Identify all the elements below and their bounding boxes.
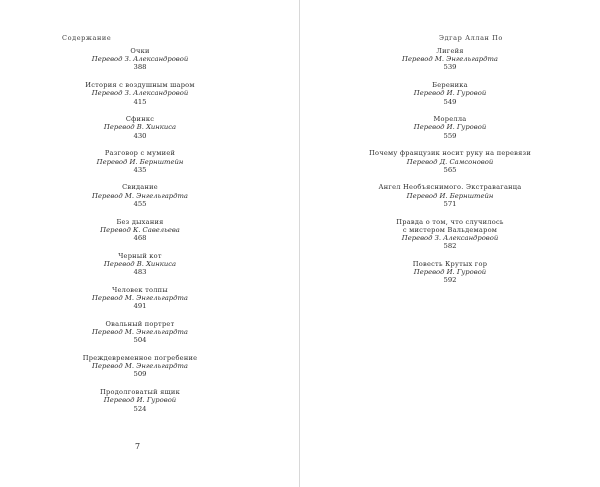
toc-entry: [92, 286, 188, 311]
toc-entry: [369, 149, 531, 174]
table-of-contents: [369, 47, 531, 294]
toc-entry: [104, 252, 176, 277]
entry-translator: Перевод М. Энгельгардта: [92, 362, 188, 371]
page-gutter: [299, 0, 300, 487]
entry-page-number: 455: [133, 199, 147, 208]
entry-title: Береника: [432, 81, 468, 90]
entry-page-number: 571: [443, 199, 457, 208]
entry-page-number: 549: [443, 97, 457, 106]
entry-title: Ангел Необъяснимого. Экстраваганца: [378, 183, 522, 192]
entry-title-continued: с мистером Вальдемаром: [402, 225, 498, 234]
entry-translator: Перевод И. Гуровой: [413, 268, 487, 277]
entry-title: Лигейя: [436, 47, 464, 55]
toc-entry: [104, 115, 176, 140]
entry-page-number: 559: [443, 131, 457, 140]
entry-translator: Перевод И. Гуровой: [413, 123, 487, 132]
page-number: 7: [135, 442, 141, 451]
entry-title: Свидание: [122, 183, 158, 192]
toc-entry: [83, 354, 198, 379]
running-head: Содержание: [62, 34, 112, 42]
entry-page-number: 592: [443, 276, 457, 285]
entry-translator: Перевод М. Энгельгардта: [92, 191, 188, 200]
toc-entry: [97, 149, 184, 174]
entry-page-number: 468: [133, 233, 147, 242]
entry-translator: Перевод Д. Самсоновой: [406, 157, 494, 166]
entry-translator: Перевод И. Гуровой: [413, 89, 487, 98]
entry-translator: Перевод З. Александровой: [91, 55, 189, 64]
entry-page-number: 435: [133, 165, 147, 174]
toc-entry: [92, 320, 188, 345]
entry-title: Правда о том, что случилось: [396, 217, 504, 226]
entry-page-number: 565: [443, 165, 457, 174]
entry-translator: Перевод К. Савельева: [100, 225, 180, 234]
entry-page-number: 524: [133, 404, 147, 413]
entry-title: Разговор с мумией: [104, 149, 176, 158]
entry-translator: Перевод З. Александровой: [401, 233, 499, 242]
toc-entry: [414, 81, 486, 106]
toc-entry: [414, 115, 486, 140]
entry-translator: Перевод И. Бернштейн: [96, 157, 184, 166]
table-of-contents: [80, 47, 200, 422]
entry-title: Преждевременное погребение: [82, 353, 198, 362]
toc-entry: [85, 81, 195, 106]
toc-entry: [413, 260, 487, 285]
toc-entry: [379, 183, 522, 208]
entry-page-number: 415: [133, 97, 147, 106]
entry-page-number: 539: [443, 63, 457, 72]
toc-entry: [92, 183, 188, 208]
toc-entry: [100, 388, 180, 413]
entry-translator: Перевод М. Энгельгардта: [92, 328, 188, 337]
entry-title: История с воздушным шаром: [85, 81, 195, 90]
entry-title: Повесть Крутых гор: [412, 259, 488, 268]
entry-translator: Перевод И. Гуровой: [103, 396, 177, 405]
entry-title: Черный кот: [118, 251, 162, 260]
entry-title: Почему французик носит руку на перевязи: [369, 149, 531, 158]
toc-entry: [402, 47, 498, 72]
entry-translator: Перевод З. Александровой: [91, 89, 189, 98]
entry-title: Овальный портрет: [105, 319, 175, 328]
right-page: [301, 0, 600, 487]
entry-page-number: 509: [133, 370, 147, 379]
entry-title: Человек толпы: [112, 285, 168, 294]
entry-title: Без дыхания: [116, 217, 164, 226]
entry-translator: Перевод М. Энгельгардта: [92, 293, 188, 302]
entry-page-number: 483: [133, 268, 147, 277]
toc-entry: [396, 218, 504, 251]
entry-page-number: 388: [133, 63, 147, 72]
entry-translator: Перевод В. Хинкиса: [103, 123, 177, 132]
toc-entry: [92, 47, 188, 72]
entry-title: Очки: [130, 47, 150, 55]
entry-translator: Перевод В. Хинкиса: [103, 259, 177, 268]
entry-page-number: 582: [443, 242, 457, 251]
entry-translator: Перевод И. Бернштейн: [406, 191, 494, 200]
entry-title: Продолговатый ящик: [100, 388, 180, 397]
entry-page-number: 430: [133, 131, 147, 140]
entry-page-number: 491: [133, 302, 147, 311]
entry-translator: Перевод М. Энгельгардта: [402, 55, 498, 64]
running-head: Эдгар Аллан По: [439, 34, 503, 42]
entry-page-number: 504: [133, 336, 147, 345]
entry-title: Сфинкс: [125, 115, 155, 124]
left-page: [0, 0, 299, 487]
entry-title: Морелла: [433, 115, 467, 124]
toc-entry: [100, 218, 180, 243]
